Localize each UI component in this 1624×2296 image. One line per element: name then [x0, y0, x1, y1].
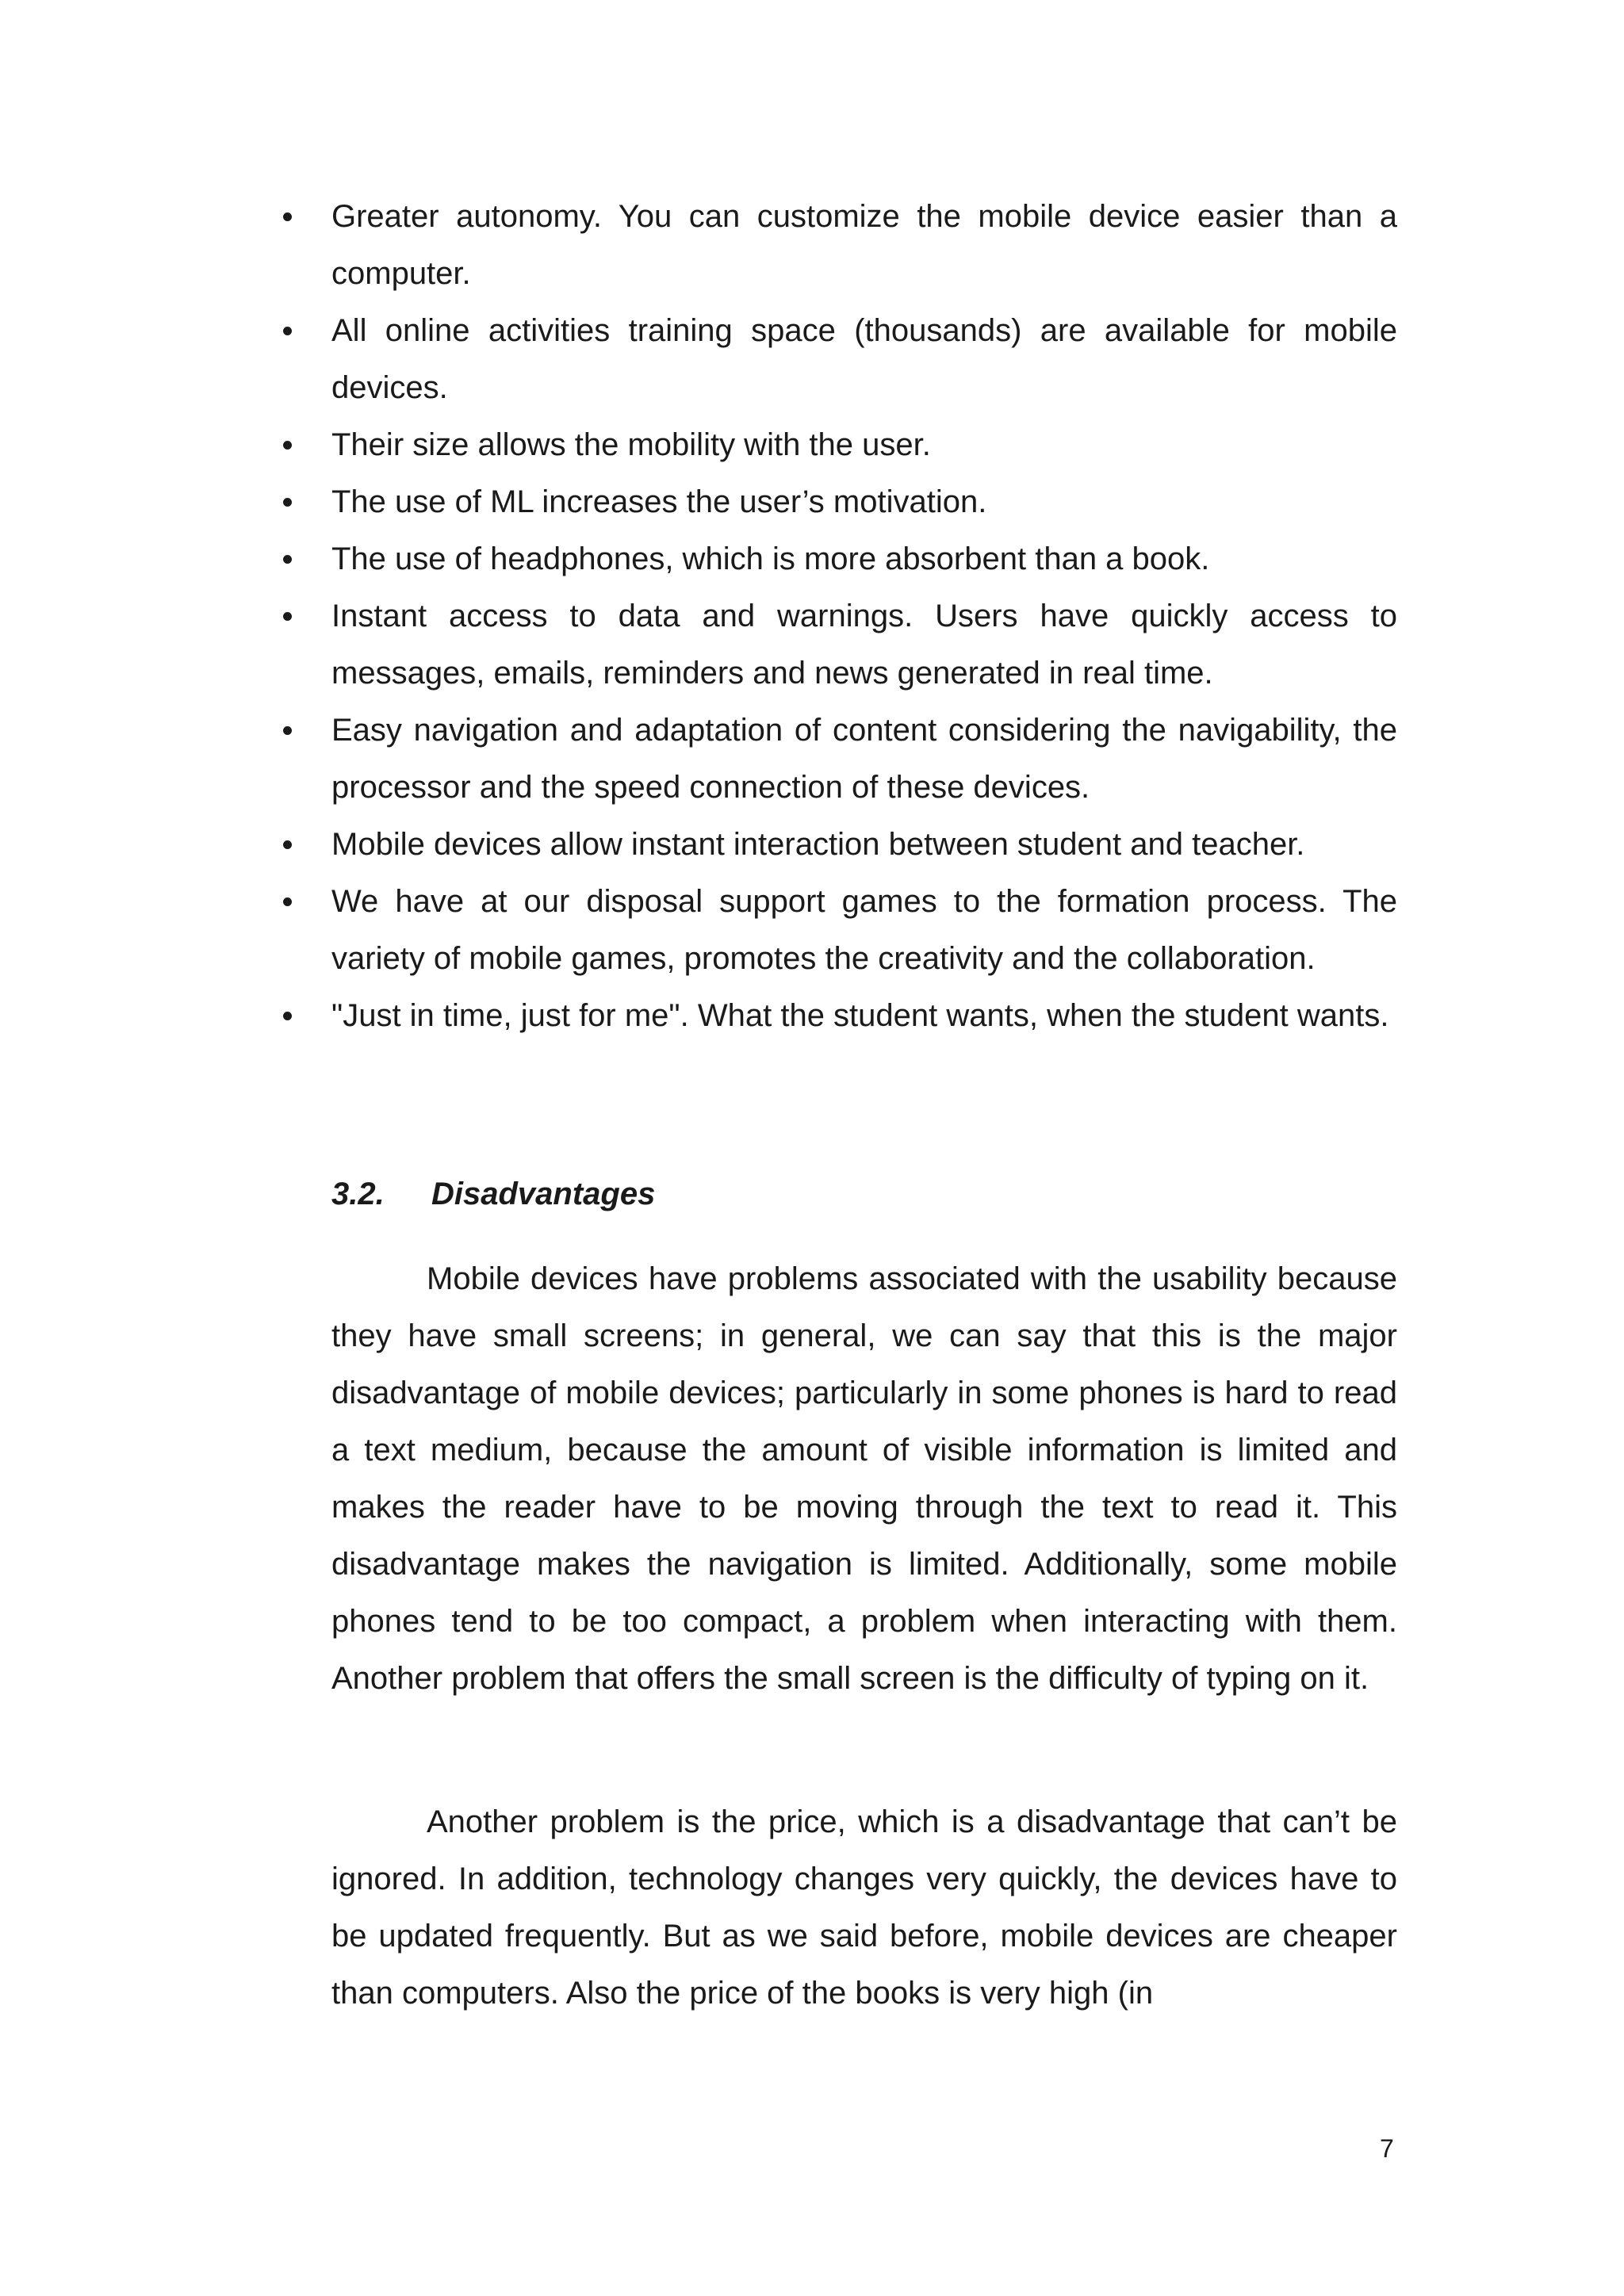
bullet-icon: [283, 897, 292, 906]
advantages-bullet-list: [279, 188, 1397, 1044]
bullet-text: Mobile devices allow instant interaction between student and teacher.: [331, 827, 1305, 862]
bullet-icon: [283, 441, 292, 450]
bullet-icon: [283, 327, 292, 335]
bullet-icon: [283, 726, 292, 735]
body-paragraph: Another problem is the price, which is a disadvantage that can’t be ignored. In addition, technology changes very quickly, the devices have to be updated frequently. But as we said before, mobile devices are cheaper than computers. Also the price of the books is very high (in: [331, 1804, 1397, 2011]
section-heading: [331, 1165, 655, 1223]
bullet-icon: [283, 498, 292, 507]
bullet-item: [279, 302, 1397, 416]
bullet-text: Instant access to data and warnings. Users have quickly access to messages, emails, reminders and news generated in real time.: [331, 599, 1397, 691]
page-number: 7: [1380, 2134, 1394, 2163]
bullet-item: [279, 816, 1397, 873]
bullet-item: [279, 473, 1397, 530]
bullet-item: [279, 702, 1397, 816]
bullet-text: "Just in time, just for me". What the student wants, when the student wants.: [331, 998, 1389, 1033]
bullet-item: [279, 587, 1397, 702]
bullet-text: The use of ML increases the user’s motivation.: [331, 484, 987, 519]
bullet-text: We have at our disposal support games to the formation process. The variety of mobile games, promotes the creativity and the collaboration.: [331, 884, 1397, 976]
bullet-icon: [283, 840, 292, 849]
bullet-item: [279, 530, 1397, 587]
bullet-item: [279, 987, 1397, 1044]
bullet-icon: [283, 612, 292, 621]
section-number: 3.2.: [331, 1177, 385, 1211]
bullet-item: [279, 873, 1397, 987]
bullet-icon: [283, 212, 292, 221]
bullet-text: Easy navigation and adaptation of content considering the navigability, the processor and the speed connection of these devices.: [331, 713, 1397, 805]
section-title: Disadvantages: [431, 1177, 656, 1211]
bullet-text: Their size allows the mobility with the user.: [331, 427, 931, 462]
bullet-item: [279, 416, 1397, 473]
bullet-text: All online activities training space (thousands) are available for mobile devices.: [331, 313, 1397, 405]
body-paragraph: Mobile devices have problems associated with the usability because they have small screens; in general, we can say that this is the major disadvantage of mobile devices; particularly in some phones is hard to read a text medium, because the amount of visible information is limited and makes the reader have to be moving through the text to read it. This disadvantage makes the navigation is limited. Additionally, some mobile phones tend to be too compact, a problem when interacting with them. Another problem that offers the small screen is the difficulty of typing on it.: [331, 1261, 1397, 1696]
bullet-item: [279, 188, 1397, 302]
bullet-icon: [283, 555, 292, 564]
bullet-icon: [283, 1012, 292, 1020]
bullet-text: Greater autonomy. You can customize the mobile device easier than a computer.: [331, 199, 1397, 291]
bullet-text: The use of headphones, which is more absorbent than a book.: [331, 541, 1210, 576]
